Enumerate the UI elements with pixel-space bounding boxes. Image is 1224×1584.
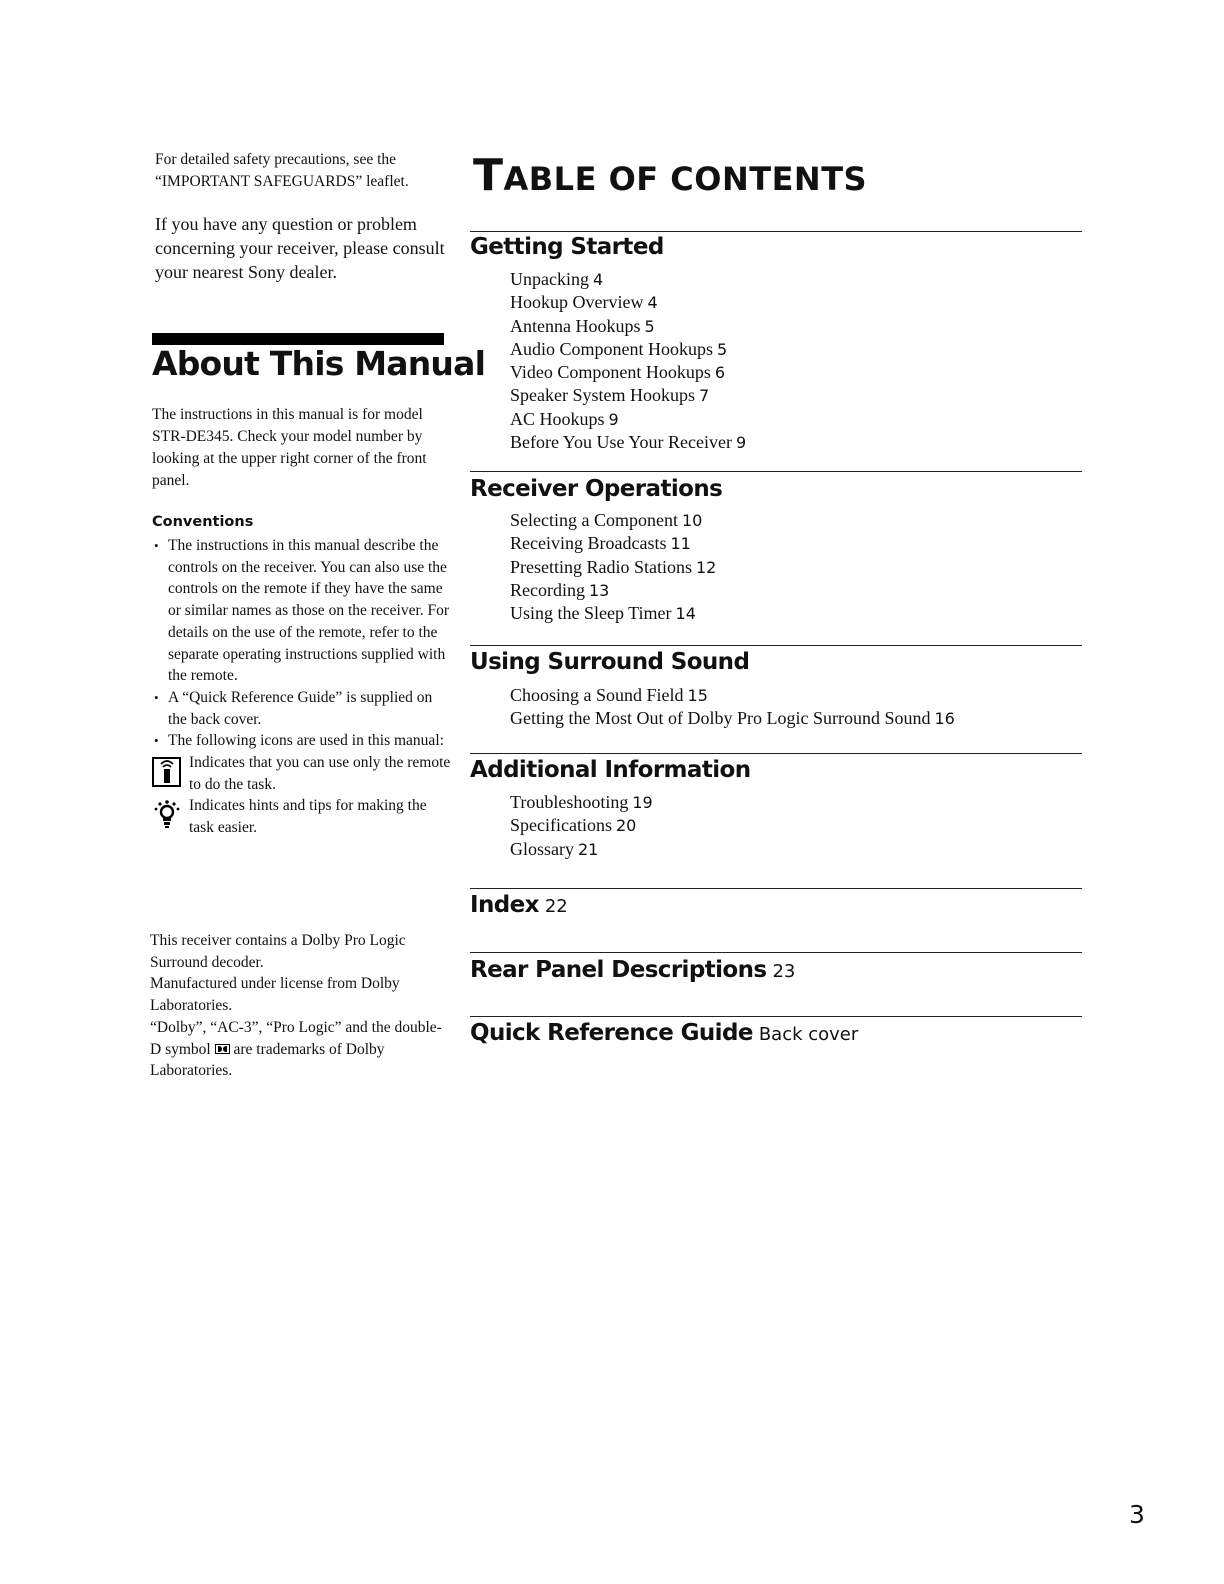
section-divider: [470, 471, 1082, 472]
toc-section-index[interactable]: Index 22: [470, 892, 568, 918]
section-divider: [470, 952, 1082, 953]
toc-item[interactable]: Before You Use Your Receiver 9: [510, 432, 747, 453]
toc-section-title: Getting Started: [470, 234, 664, 260]
legal-line: Manufactured under license from Dolby Laboratories.: [150, 975, 400, 1015]
toc-section-title: Additional Information: [470, 757, 751, 783]
tips-icon-text: Indicates hints and tips for making the task easier.: [189, 797, 427, 837]
toc-section-title: Receiver Operations: [470, 476, 723, 502]
toc-item[interactable]: Antenna Hookups 5: [510, 315, 655, 336]
toc-item[interactable]: Hookup Overview 4: [510, 292, 658, 313]
remote-icon-text: Indicates that you can use only the remote to do the task.: [189, 754, 451, 793]
section-divider: [470, 753, 1082, 754]
toc-item[interactable]: Glossary 21: [510, 838, 599, 859]
about-intro: The instructions in this manual is for model STR-DE345. Check your model number by looking at the upper right corner of the front panel.: [152, 406, 427, 489]
tips-icon-row: [152, 795, 452, 838]
toc-item[interactable]: Specifications 20: [510, 815, 637, 836]
convention-bullet: • The following icons are used in this manual:: [152, 730, 452, 752]
safety-note: For detailed safety precautions, see the “IMPORTANT SAFEGUARDS” leaflet.: [155, 151, 409, 190]
toc-item[interactable]: AC Hookups 9: [510, 408, 619, 429]
toc-section-items: [510, 268, 746, 454]
toc-item[interactable]: Using the Sleep Timer 14: [510, 603, 696, 624]
toc-item[interactable]: Recording 13: [510, 579, 610, 600]
toc-section-rear-panel[interactable]: Rear Panel Descriptions 23: [470, 957, 796, 983]
convention-bullet: • A “Quick Reference Guide” is supplied on the back cover.: [152, 687, 452, 730]
toc-item[interactable]: Selecting a Component 10: [510, 510, 703, 530]
toc-item[interactable]: Receiving Broadcasts 11: [510, 533, 691, 554]
conventions-list: [152, 535, 452, 839]
convention-bullet: • The instructions in this manual describe the controls on the receiver. You can also use the controls on the remote if they have the same or similar names as those on the receiver. For details on the use of the remote, refer to the separate operating instructions supplied with the remote.: [152, 535, 452, 687]
toc-item[interactable]: Speaker System Hookups 7: [510, 385, 710, 406]
conventions-heading: Conventions: [152, 514, 254, 530]
section-divider: [470, 645, 1082, 646]
double-d-icon: [215, 1044, 230, 1054]
toc-section-quick-reference[interactable]: Quick Reference Guide Back cover: [470, 1020, 859, 1046]
toc-item[interactable]: Choosing a Sound Field 15: [510, 685, 708, 705]
about-manual-heading: About This Manual: [152, 344, 486, 383]
section-divider: [470, 1016, 1082, 1017]
dealer-note: If you have any question or problem concerning your receiver, please consult your nearest Sony dealer.: [155, 214, 445, 282]
section-divider: [470, 231, 1082, 232]
legal-line: “Dolby”, “AC-3”, “Pro Logic” and the double-D symbol are trademarks of Dolby Laboratories.: [150, 1018, 442, 1080]
toc-section-items: [510, 509, 716, 625]
lightbulb-icon: [152, 797, 182, 831]
toc-item[interactable]: Audio Component Hookups 5: [510, 338, 728, 359]
section-divider: [470, 888, 1082, 889]
toc-section-items: [510, 684, 955, 731]
remote-icon-row: [152, 752, 452, 795]
remote-icon: [152, 754, 182, 788]
toc-title: TABLE OF CONTENTS: [473, 150, 868, 201]
toc-item[interactable]: Video Component Hookups 6: [510, 362, 726, 383]
toc-item[interactable]: Getting the Most Out of Dolby Pro Logic Surround Sound 16: [510, 708, 955, 729]
toc-item[interactable]: Unpacking 4: [510, 269, 604, 289]
toc-item[interactable]: Presetting Radio Stations 12: [510, 556, 717, 577]
dolby-legal: [150, 930, 450, 1082]
legal-line: This receiver contains a Dolby Pro Logic Surround decoder.: [150, 932, 406, 971]
toc-item[interactable]: Troubleshooting 19: [510, 792, 653, 812]
page-number: 3: [1129, 1500, 1145, 1529]
toc-section-title: Using Surround Sound: [470, 649, 750, 675]
toc-section-items: [510, 791, 653, 861]
